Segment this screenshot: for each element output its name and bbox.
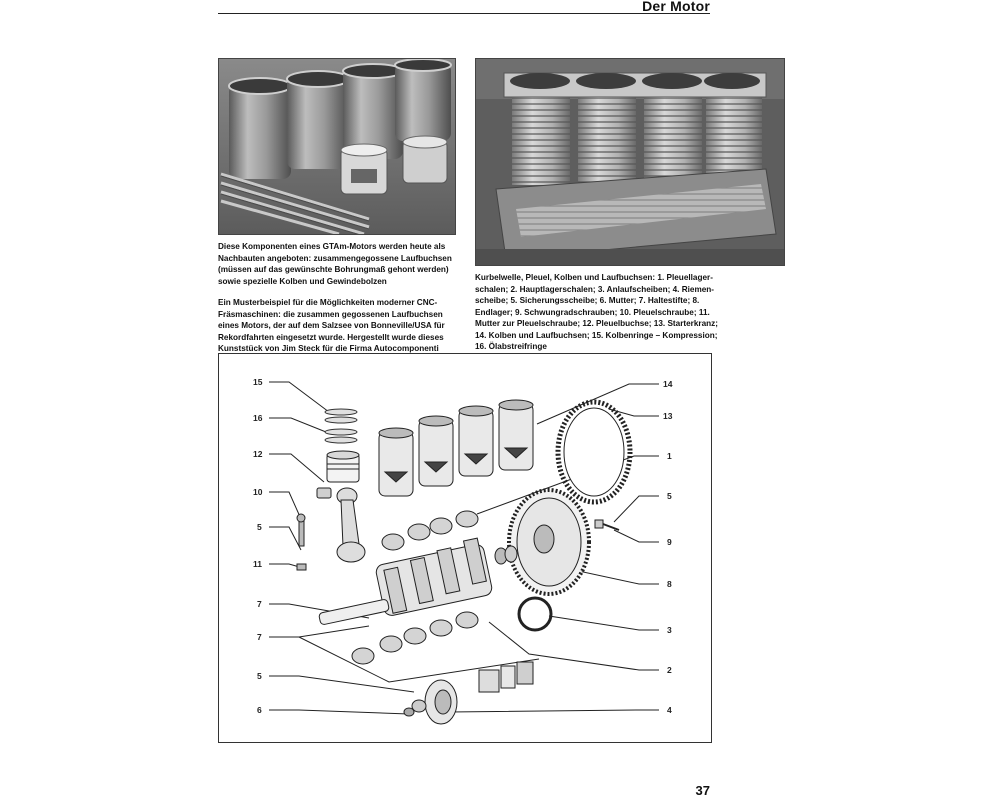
label-11: 11 [253,559,262,569]
label-8: 8 [667,579,672,589]
label-1: 1 [667,451,672,461]
caption-left-photo: Diese Komponenten eines GTAm-Motors werden heute als Nachbauten angeboten: zusammengegossene Laufbuchsen (müssen auf das gewünschte Bohrungmaß gehont werden) sowie spezielle Kolben und Gewindebolzen [218,242,452,286]
caption-diagram: Kurbelwelle, Pleuel, Kolben und Laufbuchsen: 1. Pleuellager-schalen; 2. Hauptlagerschalen; 3. Anlaufscheiben; 4. Riemen-scheibe; 5. Sicherungsscheibe; 6. Mutter; 7. Haltestifte; 8. Endlager; 9. Schwungradschrauben; 10. Pleuelschraube; 11. Mutter zur Pleuelschraube; 12. Pleuelbuchse; 13. Starterkranz; 14. Kolben und Laufbuchsen; 15. Kolbenringe – Kompression; 16. Ölabstreifringe [475,273,718,351]
label-3: 3 [667,625,672,635]
chapter-title: Der Motor [642,0,710,14]
label-2: 2 [667,665,672,675]
label-5-upper: 5 [257,522,262,532]
label-9: 9 [667,537,672,547]
page-number: 37 [695,783,710,798]
exploded-crankshaft-diagram [218,353,712,743]
label-10: 10 [253,487,263,497]
photo-cnc-liner-block [475,58,785,266]
label-16: 16 [253,413,263,423]
label-12: 12 [253,449,263,459]
label-13: 13 [663,411,673,421]
header-rule [218,13,710,14]
exploded-crankshaft-drawing [219,354,711,742]
label-7-lower: 7 [257,632,262,642]
label-5-right: 5 [667,491,672,501]
label-4: 4 [667,705,672,715]
label-14: 14 [663,379,673,389]
photo-liners-pistons-drawing [219,59,455,234]
label-5-lower: 5 [257,671,262,681]
label-15: 15 [253,377,263,387]
photo-cnc-liner-block-drawing [476,59,784,265]
label-7-upper: 7 [257,599,262,609]
caption-right-photo: Ein Musterbeispiel für die Möglichkeiten moderner CNC-Fräsmaschinen: die zusammen gegossenen Laufbuchsen eines Motors, der auf dem Salzsee von Bonneville/USA für Rekordfahrten eingesetzt wurde. Hergestellt wurde dieses Kunststück von Jim Steck für die Firma Autocomponenti [218,298,445,353]
photo-liners-pistons [218,58,456,235]
label-6: 6 [257,705,262,715]
